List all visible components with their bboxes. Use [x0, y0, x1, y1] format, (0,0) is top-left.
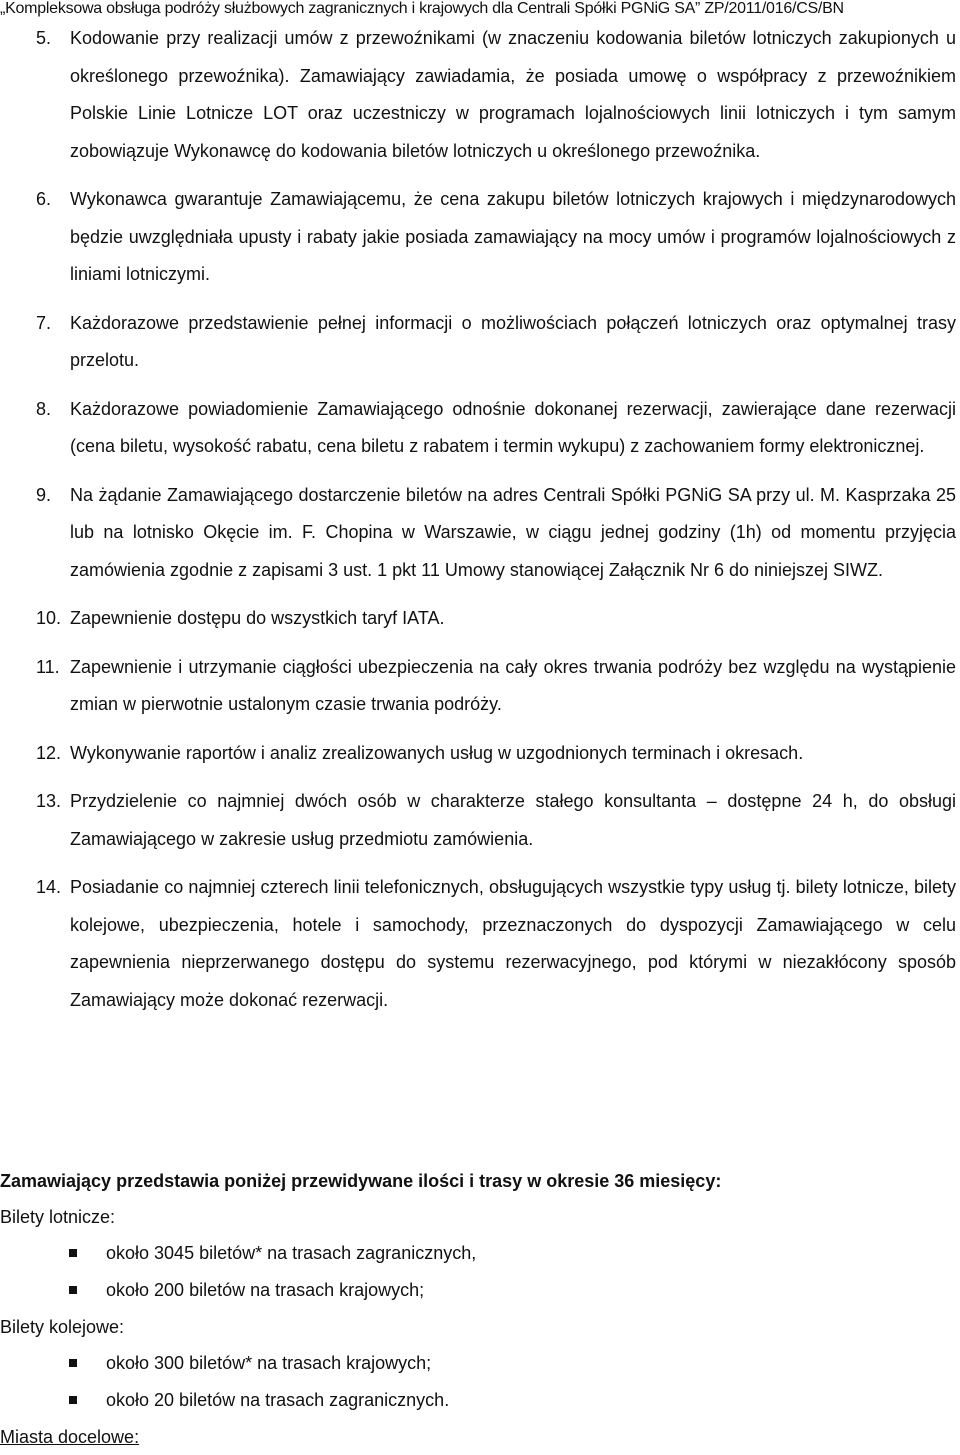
- document-header: „Kompleksowa obsługa podróży służbowych zagranicznych i krajowych dla Centrali Spółki PGNiG SA” ZP/2011/016/CS/BN: [0, 0, 844, 17]
- list-item: [0, 1272, 960, 1309]
- item-text: Wykonawca gwarantuje Zamawiającemu, że cena zakupu biletów lotniczych krajowych i międzynarodowych będzie uwzględniała upusty i rabaty jakie posiada zamawiający na mocy umów i programów lojalnościowych z liniami lotniczymi.: [70, 189, 956, 284]
- item-number: 5.: [36, 28, 52, 48]
- list-item: [0, 1345, 960, 1382]
- list-item: [0, 20, 956, 170]
- item-text: Posiadanie co najmniej czterech linii telefonicznych, obsługujących wszystkie typy usług tj. bilety lotnicze, bilety kolejowe, ubezpieczenia, hotele i samochody, przeznaczonych do dyspozycji Zamawiającego w celu zapewnienia nieprzerwanego dostępu do systemu rezerwacyjnego, pod którymi w niezakłócony sposób Zamawiający może dokonać rezerwacji.: [70, 877, 956, 1010]
- summary-heading: Zamawiający przedstawia poniżej przewidywane ilości i trasy w okresie 36 miesięcy:: [0, 1171, 722, 1191]
- item-number: 7.: [36, 312, 52, 333]
- list-item: [0, 783, 956, 858]
- list-item: [0, 391, 956, 466]
- item-text: Każdorazowe powiadomienie Zamawiającego odnośnie dokonanej rezerwacji, zawierające dane rezerwacji (cena biletu, wysokość rabatu, cena biletu z rabatem i termin wykupu) z zachowaniem formy elektronicznej.: [70, 398, 956, 456]
- item-text: Zapewnienie dostępu do wszystkich taryf IATA.: [70, 608, 445, 628]
- bullet-text: około 3045 biletów* na trasach zagranicznych,: [106, 1243, 477, 1263]
- list-item: [0, 477, 956, 590]
- square-bullet-icon: [69, 1286, 77, 1294]
- item-number: 6.: [36, 189, 52, 209]
- list-item: [0, 600, 956, 638]
- rail-tickets-label: Bilety kolejowe:: [0, 1317, 125, 1337]
- item-number: 10.: [36, 608, 62, 628]
- item-number: 9.: [36, 484, 52, 505]
- item-number: 14.: [36, 877, 62, 897]
- destinations-label: Miasta docelowe:: [0, 1427, 140, 1447]
- square-bullet-icon: [69, 1359, 77, 1367]
- list-item: [0, 181, 956, 294]
- list-item: [0, 735, 956, 773]
- requirements-list: [0, 20, 960, 1030]
- list-item: [0, 869, 956, 1019]
- item-number: 13.: [36, 791, 62, 811]
- list-item: [0, 305, 956, 380]
- item-text: Na żądanie Zamawiającego dostarczenie biletów na adres Centrali Spółki PGNiG SA przy ul. M. Kasprzaka 25 lub na lotnisko Okęcie im. F. Chopina w Warszawie, w ciągu jednej godziny (1h) od momentu przyjęcia zamówienia zgodnie z zapisami 3 ust. 1 pkt 11 Umowy stanowiącej Załącznik Nr 6 do niniejszej SIWZ.: [70, 484, 956, 580]
- item-number: 8.: [36, 398, 52, 419]
- bullet-text: około 200 biletów na trasach krajowych;: [106, 1280, 425, 1300]
- item-text: Zapewnienie i utrzymanie ciągłości ubezpieczenia na cały okres trwania podróży bez względu na wystąpienie zmian w pierwotnie ustalonym czasie trwania podróży.: [70, 656, 956, 714]
- item-number: 12.: [36, 742, 62, 763]
- list-item: [0, 649, 956, 724]
- quantities-summary: [0, 1163, 960, 1455]
- bullet-text: około 20 biletów na trasach zagranicznych.: [106, 1390, 450, 1410]
- item-text: Kodowanie przy realizacji umów z przewoźnikami (w znaczeniu kodowania biletów lotniczych zakupionych u określonego przewoźnika). Zamawiający zawiadamia, że posiada umowę o współpracy z przewoźnikiem Polskie Linie Lotnicze LOT oraz uczestniczy w programach lojalnościowych linii lotniczych i tym samym zobowiązuje Wykonawcę do kodowania biletów lotniczych u określonego przewoźnika.: [70, 28, 956, 161]
- air-tickets-label: Bilety lotnicze:: [0, 1207, 116, 1227]
- square-bullet-icon: [69, 1249, 77, 1257]
- bullet-text: około 300 biletów* na trasach krajowych;: [106, 1353, 432, 1373]
- item-text: Każdorazowe przedstawienie pełnej informacji o możliwościach połączeń lotniczych oraz optymalnej trasy przelotu.: [70, 312, 956, 370]
- item-text: Wykonywanie raportów i analiz zrealizowanych usług w uzgodnionych terminach i okresach.: [70, 742, 804, 763]
- square-bullet-icon: [69, 1396, 77, 1404]
- air-tickets-list: [0, 1235, 960, 1309]
- item-number: 11.: [36, 656, 60, 677]
- list-item: [0, 1382, 960, 1419]
- item-text: Przydzielenie co najmniej dwóch osób w charakterze stałego konsultanta – dostępne 24 h, do obsługi Zamawiającego w zakresie usług przedmiotu zamówienia.: [70, 791, 956, 849]
- rail-tickets-list: [0, 1345, 960, 1419]
- list-item: [0, 1235, 960, 1272]
